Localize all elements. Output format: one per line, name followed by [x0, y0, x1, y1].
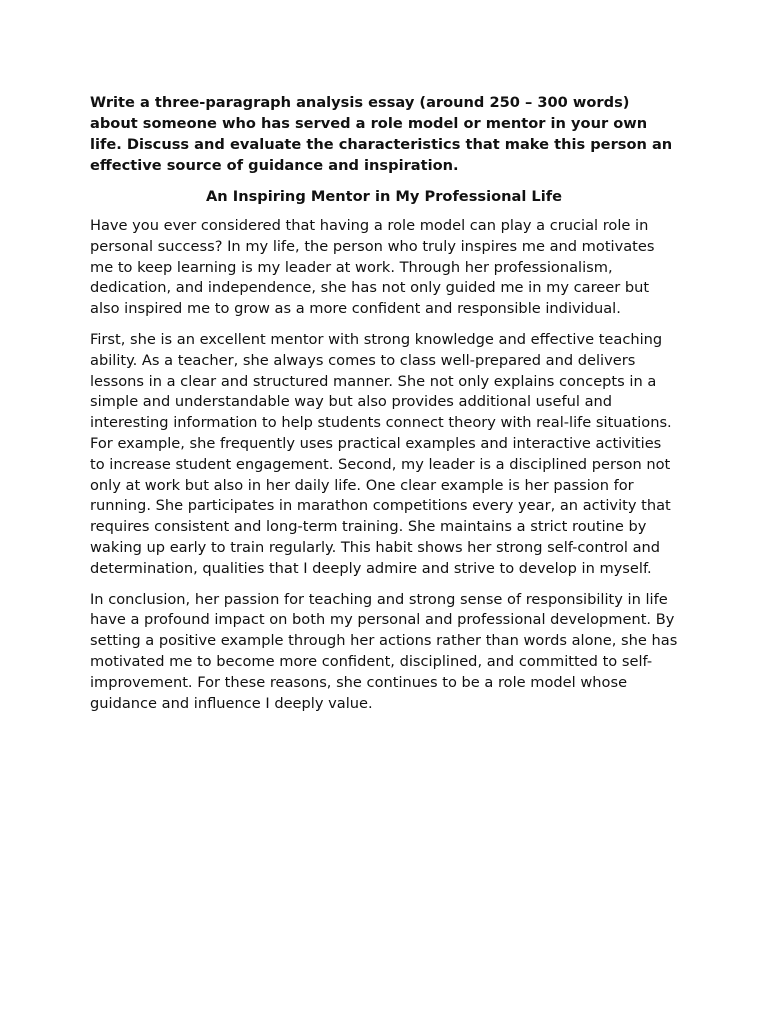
- essay-title: An Inspiring Mentor in My Professional Life: [206, 188, 562, 205]
- essay-paragraph-body: First, she is an excellent mentor with strong knowledge and effective teaching ability. As a teacher, she always comes to class well-prepared and delivers lessons in a clear and structured manner. She not only explains concepts in a simple and understandable way but also provides additional useful and interesting information to help students connect theory with real-life situations. For example, she frequently uses practical examples and interactive activities to increase student engagement. Second, my leader is a disciplined person not only at work but also in her daily life. One clear example is her passion for running. She participates in marathon competitions every year, an activity that requires consistent and long-term training. She maintains a strict routine by waking up early to train regularly. This habit shows her strong self-control and determination, qualities that I deeply admire and strive to develop in myself.: [90, 330, 672, 577]
- essay-paragraph-conclusion: In conclusion, her passion for teaching and strong sense of responsibility in life have a profound impact on both my personal and professional development. By setting a positive example through her actions rather than words alone, she has motivated me to become more confident, disciplined, and committed to self-improvement. For these reasons, she continues to be a role model whose guidance and influence I deeply value.: [90, 590, 678, 712]
- essay-paragraph-intro: Have you ever considered that having a role model can play a crucial role in personal success? In my life, the person who truly inspires me and motivates me to keep learning is my leader at work. Through her professionalism, dedication, and independence, she has not only guided me in my career but also inspired me to grow as a more confident and responsible individual.: [90, 217, 655, 318]
- essay-prompt: Write a three-paragraph analysis essay (around 250 – 300 words) about someone who has served a role model or mentor in your own life. Discuss and evaluate the characteristics that make this person an effective source of guidance and inspiration.: [90, 94, 673, 174]
